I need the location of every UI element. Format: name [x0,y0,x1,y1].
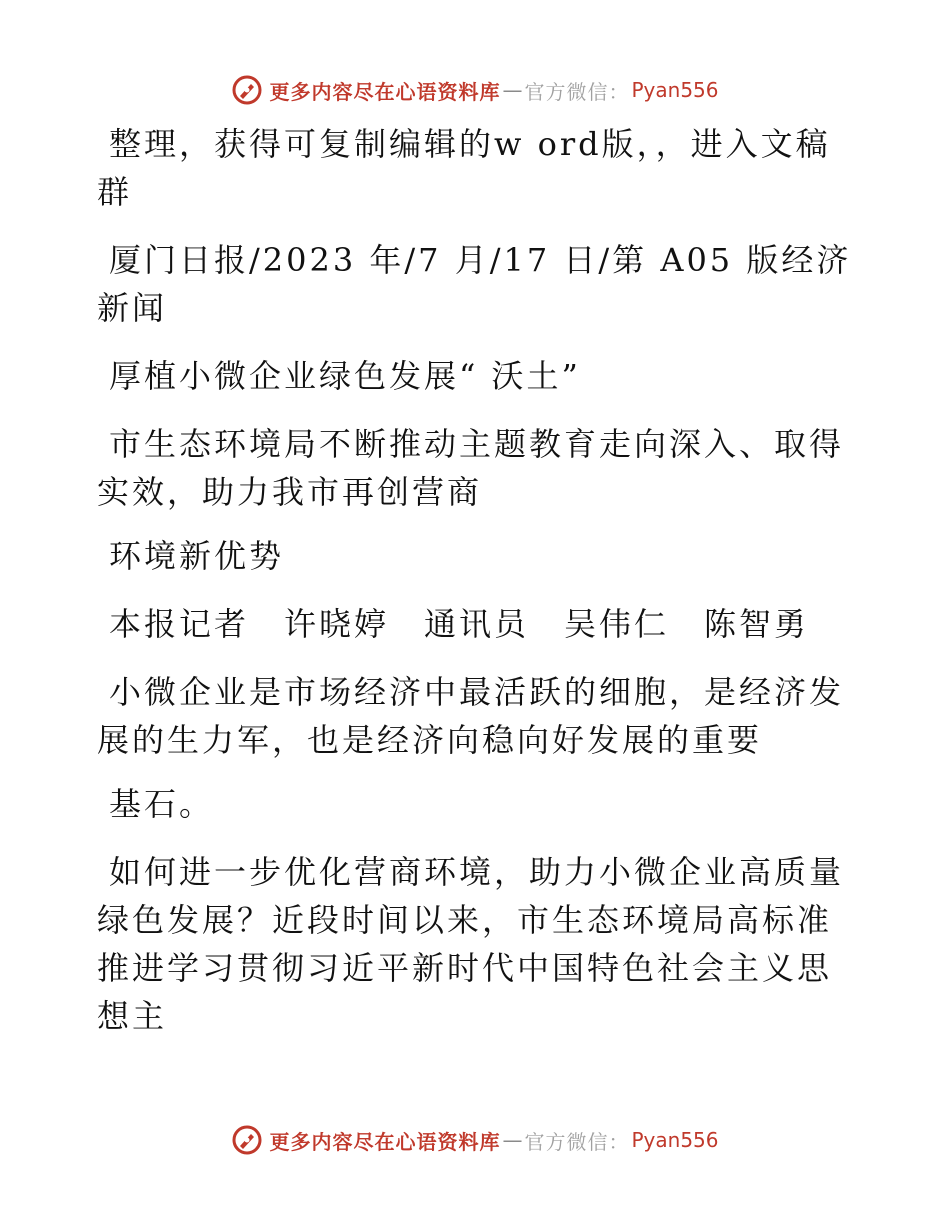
intro-note: 整理，获得可复制编辑的w ord版，，进入文稿群 [97,125,831,211]
watermark-separator: — [502,78,523,102]
article-subtitle-continued: 环境新优势 [109,537,285,575]
watermark-wechat-id: Pyan556 [631,78,719,102]
pen-circle-icon [231,1124,263,1156]
pen-circle-icon [231,74,263,106]
body-paragraph: 小微企业是市场经济中最活跃的细胞，是经济发展的生力军，也是经济向稳向好发展的重要 [97,673,845,759]
header-watermark [0,70,950,110]
watermark-main-text: 更多内容尽在心语资料库 [269,79,501,104]
watermark-separator: — [502,1128,523,1152]
body-paragraph-2: 如何进一步优化营商环境，助力小微企业高质量绿色发展？近段时间以来，市生态环境局高标准推进学习贯彻习近平新时代中国特色社会主义思想主 [97,853,845,1035]
article-title: 厚植小微企业绿色发展“ 沃土” [109,357,581,395]
footer-watermark [0,1120,950,1160]
article-subtitle: 市生态环境局不断推动主题教育走向深入、取得实效，助力我市再创营商 [97,425,845,511]
watermark-main-text: 更多内容尽在心语资料库 [269,1129,501,1154]
body-paragraph-continued: 基石。 [109,785,215,823]
watermark-sub-text: 官方微信： [524,1129,630,1154]
document-body [97,120,857,1040]
watermark-wechat-id: Pyan556 [631,1128,719,1152]
watermark-sub-text: 官方微信： [524,79,630,104]
source-line: 厦门日报/2023 年/7 月/17 日/第 A05 版经济新闻 [97,241,852,327]
byline: 本报记者 许晓婷 通讯员 吴伟仁 陈智勇 [109,605,810,643]
